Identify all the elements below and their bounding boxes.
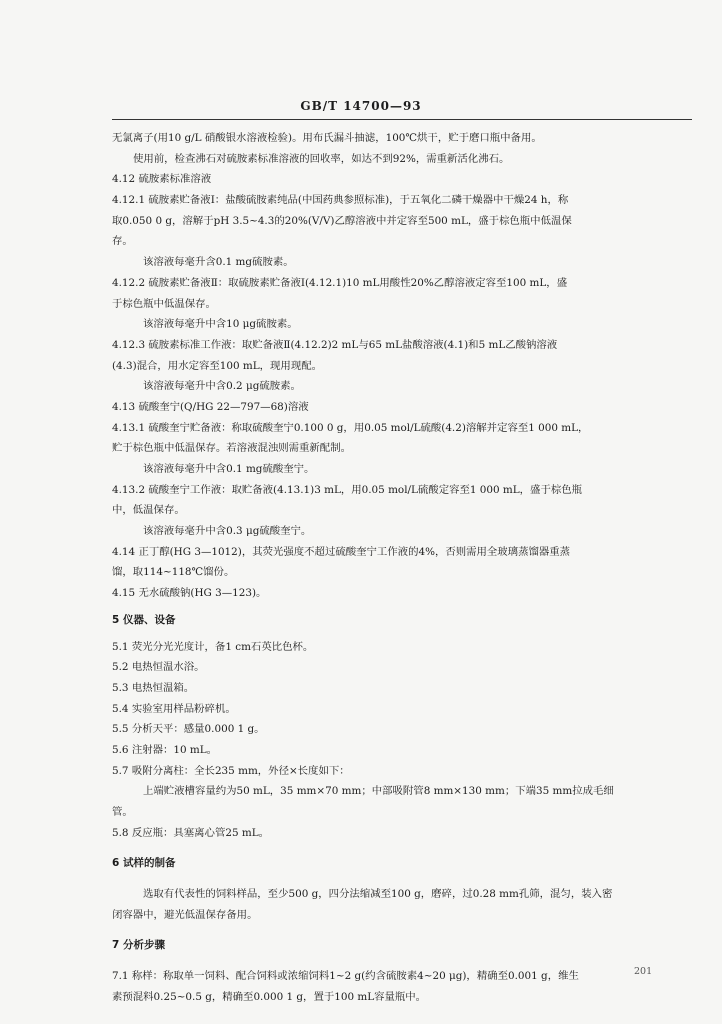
document-body (112, 128, 692, 1008)
clause-line: 馏，取114~118℃馏份。 (112, 566, 235, 579)
paragraph-line: 闭容器中，避光低温保存备用。 (112, 908, 258, 921)
clause-heading: 4.12 硫胺素标准溶液 (112, 173, 212, 186)
clause-line: 取0.050 0 g，溶解于pH 3.5~4.3的20%(V/V)乙醇溶液中并定容至500 mL，盛于棕色瓶中低温保 (112, 214, 572, 227)
paragraph-line: 无氯离子(用10 g/L 硝酸银水溶液检验)。用布氏漏斗抽滤，100℃烘干，贮于磨口瓶中备用。 (112, 132, 542, 144)
clause-line: 4.15 无水硫酸钠(HG 3—123)。 (112, 587, 267, 600)
clause-line: 5.3 电热恒温箱。 (112, 681, 195, 694)
clause-line: 4.12.3 硫胺素标准工作液：取贮备液Ⅱ(4.12.2)2 mL与65 mL盐酸溶液(4.1)和5 mL乙酸钠溶液 (112, 338, 558, 351)
clause-note: 该溶液每毫升中含10 μg硫胺素。 (143, 318, 298, 331)
clause-line: 4.14 正丁醇(HG 3—1012)，其荧光强度不超过硫酸奎宁工作液的4%，否则需用全玻璃蒸馏器重蒸 (112, 545, 571, 558)
clause-line: 4.12.1 硫胺素贮备液Ⅰ：盐酸硫胺素纯品(中国药典参照标准)，于五氧化二磷干燥器中干燥24 h，称 (112, 194, 569, 207)
page-number: 201 (634, 966, 653, 977)
clause-line: 5.4 实验室用样品粉碎机。 (112, 702, 236, 715)
clause-line: 5.6 注射器：10 mL。 (112, 743, 218, 756)
clause-line: 5.8 反应瓶：具塞离心管25 mL。 (112, 826, 270, 839)
section-heading-5: 5 仪器、设备 (112, 613, 176, 626)
clause-line: 贮于棕色瓶中低温保存。若溶液混浊则需重新配制。 (112, 442, 351, 455)
paragraph-line: 选取有代表性的饲料样品，至少500 g，四分法缩减至100 g，磨碎，过0.28 mm孔筛，混匀，装入密 (143, 888, 613, 901)
clause-line: 中，低温保存。 (112, 504, 185, 517)
clause-note: 该溶液每毫升中含0.3 μg硫酸奎宁。 (143, 525, 312, 538)
header-rule (112, 119, 692, 120)
clause-line: 上端贮液槽容量约为50 mL，35 mm×70 mm；中部吸附管8 mm×130 mm；下端35 mm拉成毛细 (143, 785, 614, 798)
clause-note: 该溶液每毫升中含0.2 μg硫胺素。 (143, 380, 301, 393)
clause-note: 该溶液每毫升含0.1 mg硫胺素。 (143, 256, 294, 269)
clause-line: 5.2 电热恒温水浴。 (112, 661, 205, 674)
clause-note: 该溶液每毫升中含0.1 mg硫酸奎宁。 (143, 463, 315, 475)
section-heading-7: 7 分析步骤 (112, 939, 165, 952)
clause-line: 7.1 称样：称取单一饲料、配合饲料或浓缩饲料1~2 g(约含硫胺素4~20 μg)，精确至0.001 g，维生 (112, 970, 579, 983)
clause-line: 4.13.2 硫酸奎宁工作液：取贮备液(4.13.1)3 mL，用0.05 mol/L硫酸定容至1 000 mL，盛于棕色瓶 (112, 483, 583, 496)
clause-line: 5.5 分析天平：感量0.000 1 g。 (112, 723, 265, 736)
page-header: GB/T 14700—93 (300, 99, 422, 113)
clause-line: 素预混料0.25~0.5 g，精确至0.000 1 g，置于100 mL容量瓶中。 (112, 990, 427, 1003)
clause-line: 管。 (112, 806, 133, 818)
clause-heading: 4.13 硫酸奎宁(Q/HG 22—797—68)溶液 (112, 400, 309, 413)
clause-line: 存。 (112, 235, 133, 248)
clause-line: 于棕色瓶中低温保存。 (112, 297, 216, 310)
clause-line: 4.12.2 硫胺素贮备液Ⅱ：取硫胺素贮备液Ⅰ(4.12.1)10 mL用酸性20%乙醇溶液定容至100 mL，盛 (112, 276, 568, 289)
clause-line: (4.3)混合，用水定容至100 mL，现用现配。 (112, 359, 322, 372)
clause-line: 5.7 吸附分离柱：全长235 mm，外径×长度如下： (112, 764, 350, 777)
section-heading-6: 6 试样的制备 (112, 857, 176, 870)
paragraph-line: 使用前，检查沸石对硫胺素标准溶液的回收率，如达不到92%，需重新活化沸石。 (133, 152, 510, 165)
clause-line: 5.1 荧光分光光度计，备1 cm石英比色杯。 (112, 640, 314, 653)
clause-line: 4.13.1 硫酸奎宁贮备液：称取硫酸奎宁0.100 0 g，用0.05 mol/L硫酸(4.2)溶解并定容至1 000 mL， (112, 421, 589, 434)
